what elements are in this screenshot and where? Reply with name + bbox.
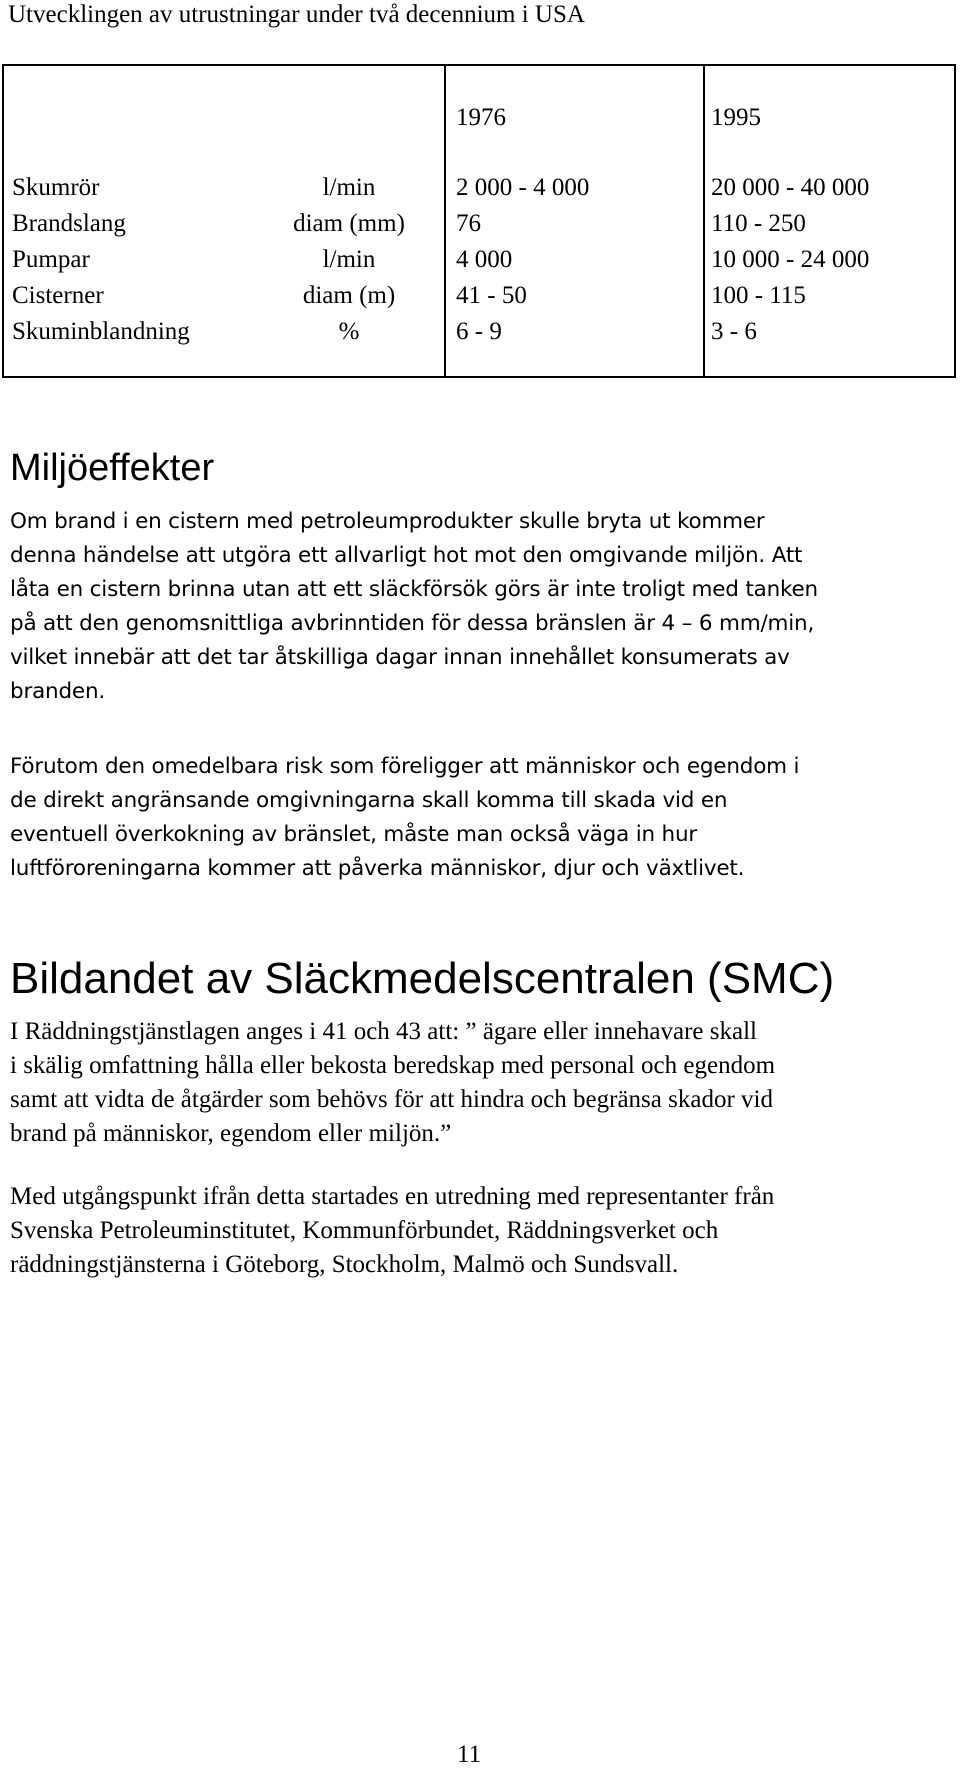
cell-1995: 100 - 115 — [711, 282, 806, 309]
unit-column — [264, 170, 434, 350]
cell-1995: 10 000 - 24 000 — [711, 246, 870, 273]
row-label: Skuminblandning — [12, 318, 190, 345]
row-unit: % — [338, 318, 360, 345]
label-column — [12, 170, 190, 350]
table-divider — [444, 66, 446, 376]
cell-1995: 3 - 6 — [711, 318, 757, 345]
cell-1976: 76 — [456, 210, 481, 237]
column-1976 — [456, 170, 589, 350]
cell-1976: 4 000 — [456, 246, 513, 273]
equipment-table — [2, 64, 956, 378]
row-label: Cisterner — [12, 282, 104, 309]
year-header-1976: 1976 — [456, 104, 506, 131]
section-heading-smc: Bildandet av Släckmedelscentralen (SMC) — [10, 954, 835, 1003]
row-label: Brandslang — [12, 210, 126, 237]
row-unit: l/min — [322, 174, 376, 201]
year-header-1995: 1995 — [711, 104, 761, 131]
column-1995 — [711, 170, 869, 350]
paragraph: Förutom den omedelbara risk som föreligger att människor och egendom i de direkt angränsande omgivningarna skall komma till skada vid en eventuell överkokning av bränslet, måste man också väga in hur luftföroreningarna kommer att påverka människor, djur och växtlivet. — [10, 754, 800, 881]
cell-1976: 2 000 - 4 000 — [456, 174, 590, 201]
table-divider — [703, 66, 705, 376]
cell-1995: 110 - 250 — [711, 210, 806, 237]
cell-1976: 6 - 9 — [456, 318, 502, 345]
row-unit: l/min — [322, 246, 376, 273]
row-label: Skumrör — [12, 174, 100, 201]
page-title: Utvecklingen av utrustningar under två decennium i USA — [8, 1, 585, 28]
row-unit: diam (m) — [302, 282, 396, 309]
paragraph: I Räddningstjänstlagen anges i 41 och 43 att: ” ägare eller innehavare skall i skälig omfattning hålla eller bekosta beredskap med personal och egendom samt att vidta de åtgärder som behövs för att hindra och begränsa skador vid brand på människor, egendom eller miljön.” — [10, 1018, 776, 1147]
paragraph: Med utgångspunkt ifrån detta startades en utredning med representanter från Svenska Petroleuminstitutet, Kommunförbundet, Räddningsverket och räddningstjänsterna i Göteborg, Stockholm, Malmö och Sundsvall. — [10, 1183, 775, 1278]
paragraph: Om brand i en cistern med petroleumprodukter skulle bryta ut kommer denna händelse att utgöra ett allvarligt hot mot den omgivande miljön. Att låta en cistern brinna utan att ett släckförsök görs är inte troligt med tanken på att den genomsnittliga avbrinntiden för dessa bränslen är 4 – 6 mm/min, vilket innebär att det tar åtskilliga dagar innan innehållet konsumerats av branden. — [10, 509, 818, 704]
row-unit: diam (mm) — [293, 210, 405, 237]
row-label: Pumpar — [12, 246, 90, 273]
cell-1995: 20 000 - 40 000 — [711, 174, 870, 201]
page-number: 11 — [457, 1741, 482, 1768]
cell-1976: 41 - 50 — [456, 282, 527, 309]
section-heading-miljoeffekter: Miljöeffekter — [10, 447, 215, 489]
